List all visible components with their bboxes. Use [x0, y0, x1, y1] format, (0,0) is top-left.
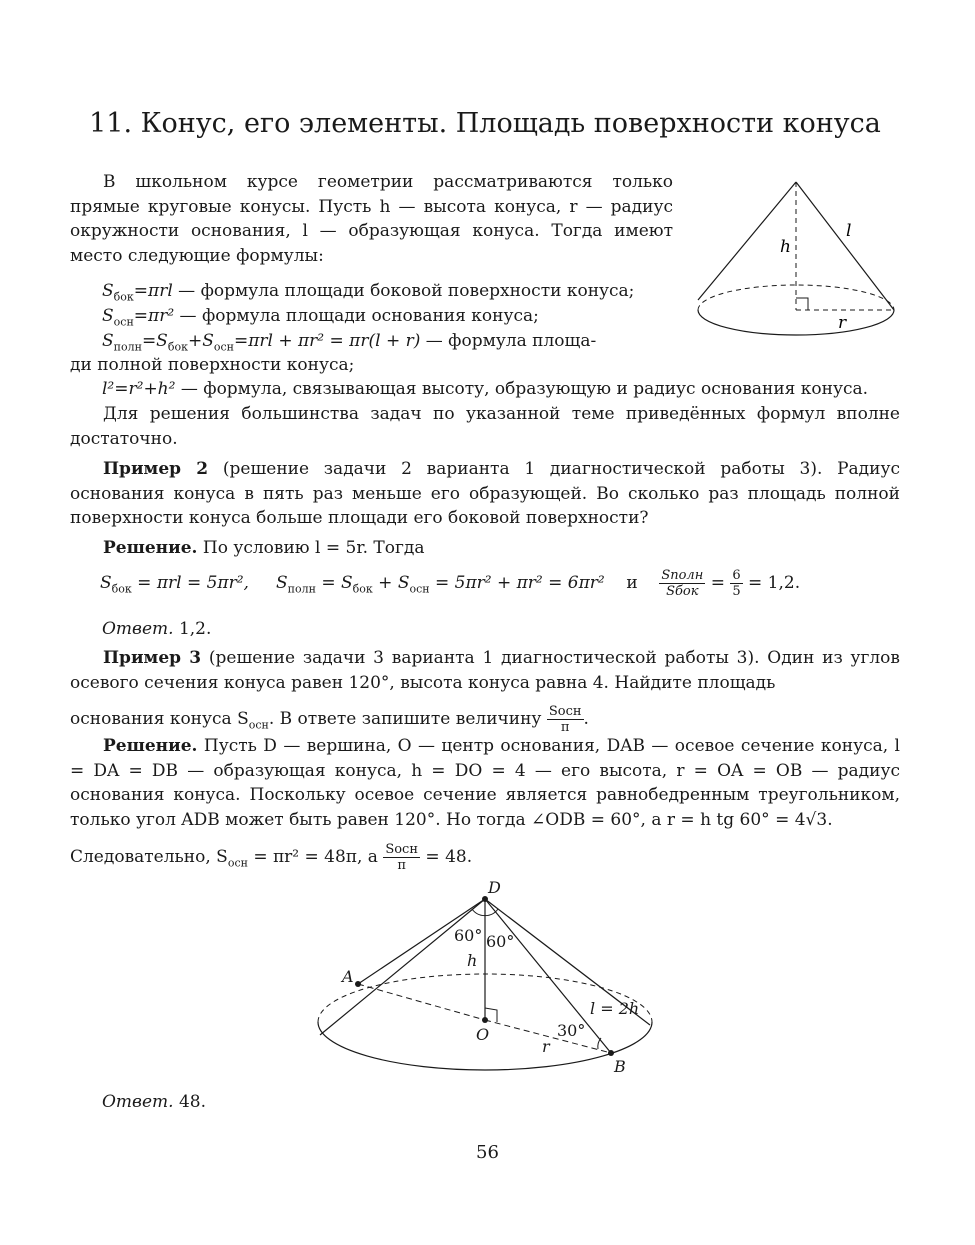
example2-equation: $S_{бок} = \pi rl = 5\pi r^2$, $S_{полн} = S_{бок} + S_{осн} = 5\pi r^2 + \pi r^2 = 6\pi r^2$ и $\frac{\text{Sполн}}{\text{Sбок}}$ = $\frac{6}{5}$ = 1,2.	[100, 568, 801, 599]
label-angle-3: 30°	[557, 1021, 586, 1040]
label-r2: r	[542, 1037, 550, 1056]
label-l: l	[846, 221, 852, 241]
formula-total-cont: ди полной поверхности конуса;	[70, 355, 355, 375]
formula-pythagoras: l²=r²+h² — формула, связывающая высоту, образующую и радиус основания конуса.	[102, 379, 869, 399]
example3-paragraph-end: основания конуса $S_{осн}$. В ответе запишите величину $\frac{\text{Sосн}}{\pi}$ .	[70, 704, 589, 735]
formula-total: $S_{полн}=S_{бок}+S_{осн}=\pi rl + \pi r^2 = \pi r(l + r)$ — формула площа-	[102, 331, 597, 354]
label-B: B	[614, 1057, 626, 1076]
example3-answer: Ответ. 48.	[102, 1092, 206, 1112]
formula-lateral: $S_{бок}=\pi rl$ — формула площади боковой поверхности конуса;	[102, 281, 635, 304]
label-r: r	[838, 313, 847, 333]
example2-solution: Решение. По условию l = 5r. Тогда	[103, 538, 425, 558]
label-h: h	[780, 237, 791, 257]
page-title: 11. Конус, его элементы. Площадь поверхности конуса	[89, 108, 881, 139]
label-A: A	[342, 967, 354, 986]
label-angle-1: 60°	[454, 926, 483, 945]
conclusion-paragraph: Для решения большинства задач по указанной теме приведённых формул вполне достаточно.	[70, 404, 900, 449]
example3-final: Следовательно, $S_{осн} = \pi r^2 = 48\pi$, а $\frac{\text{Sосн}}{\pi}$ = 48.	[70, 842, 473, 873]
example2-answer: Ответ. 1,2.	[102, 619, 212, 639]
label-O: O	[476, 1025, 490, 1044]
formula-base: $S_{осн}=\pi r^2$ — формула площади основания конуса;	[102, 306, 539, 329]
label-D: D	[488, 878, 501, 897]
label-angle-2: 60°	[486, 932, 515, 951]
cone-figure	[690, 170, 910, 370]
label-l-2h: l = 2h	[590, 999, 640, 1018]
page-number: 56	[476, 1142, 499, 1163]
intro-paragraph: В школьном курсе геометрии рассматриваются только прямые круговые конусы. Пусть h — высота конуса, r — радиус окружности основания, l — образующая конуса. Тогда имеют место следующие формулы:	[70, 172, 673, 266]
cone-section-figure	[310, 875, 660, 1080]
example3-solution: Решение. Пусть D — вершина, O — центр основания, DAB — осевое сечение конуса, l = DA = DB — образующая конуса, h = DO = 4 — его высота, r = OA = OB — радиус основания конуса. Поскольку осевое сечение является равнобедренным треугольником, только угол ADB может быть равен 120°. Но тогда ∠ODB = 60°, а r = h tg 60° = 4√3.	[70, 736, 900, 830]
label-h2: h	[467, 951, 478, 970]
example3-paragraph: Пример 3 (решение задачи 3 варианта 1 диагностической работы 3). Один из углов осевого сечения конуса равен 120°, высота конуса равна 4. Найдите площадь	[70, 648, 900, 693]
example2-paragraph: Пример 2 (решение задачи 2 варианта 1 диагностической работы 3). Радиус основания конуса в пять раз меньше его образующей. Во сколько раз площадь полной поверхности конуса больше площади его боковой поверхности?	[70, 459, 900, 528]
